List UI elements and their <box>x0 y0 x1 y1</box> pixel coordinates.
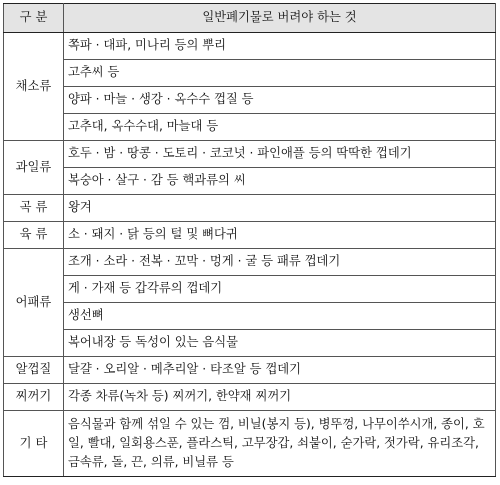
item-cell: 각종 차류(녹차 등) 찌꺼기, 한약재 찌꺼기 <box>64 384 496 411</box>
item-cell: 복숭아 · 살구 · 감 등 핵과류의 씨 <box>64 168 496 195</box>
table-row <box>4 195 496 222</box>
category-vegetables: 채소류 <box>4 33 64 141</box>
table-header-row <box>4 4 496 33</box>
table-row <box>4 141 496 168</box>
table-row <box>4 222 496 249</box>
table-row <box>4 357 496 384</box>
table-row <box>4 114 496 141</box>
item-cell: 고추대, 옥수수대, 마늘대 등 <box>64 114 496 141</box>
table-row <box>4 384 496 411</box>
header-category: 구 분 <box>4 4 64 33</box>
table-row <box>4 33 496 60</box>
item-cell: 달걀 · 오리알 · 메추리알 · 타조알 등 껍데기 <box>64 357 496 384</box>
item-cell: 고추씨 등 <box>64 60 496 87</box>
table-row <box>4 330 496 357</box>
category-fruits: 과일류 <box>4 141 64 195</box>
category-meat: 육 류 <box>4 222 64 249</box>
category-eggshells: 알껍질 <box>4 357 64 384</box>
category-seafood: 어패류 <box>4 249 64 357</box>
item-cell: 조개 · 소라 · 전복 · 꼬막 · 멍게 · 굴 등 패류 껍데기 <box>64 249 496 276</box>
table-row <box>4 60 496 87</box>
category-grains: 곡 류 <box>4 195 64 222</box>
general-waste-table <box>3 3 496 477</box>
item-cell: 양파 · 마늘 · 생강 · 옥수수 껍질 등 <box>64 87 496 114</box>
table-row <box>4 411 496 477</box>
table-row <box>4 249 496 276</box>
category-other: 기 타 <box>4 411 64 477</box>
item-cell: 소 · 돼지 · 닭 등의 털 및 뼈다귀 <box>64 222 496 249</box>
table-row <box>4 168 496 195</box>
item-cell: 게 · 가재 등 갑각류의 껍데기 <box>64 276 496 303</box>
item-cell: 호두 · 밤 · 땅콩 · 도토리 · 코코넛 · 파인애플 등의 딱딱한 껍데기 <box>64 141 496 168</box>
category-residue: 찌꺼기 <box>4 384 64 411</box>
item-cell: 왕겨 <box>64 195 496 222</box>
table-row <box>4 303 496 330</box>
table-row <box>4 276 496 303</box>
table-row <box>4 87 496 114</box>
item-cell: 음식물과 함께 섞일 수 있는 껌, 비닐(봉지 등), 병뚜껑, 나무이쑤시개, 종이, 호일, 빨대, 일회용스푼, 플라스틱, 고무장갑, 쇠붙이, 숟가락, 젓가락, 유리조각, 금속류, 돌, 끈, 의류, 비닐류 등 <box>64 411 496 477</box>
item-cell: 복어내장 등 독성이 있는 음식물 <box>64 330 496 357</box>
header-items: 일반폐기물로 버려야 하는 것 <box>64 4 496 33</box>
item-cell: 생선뼈 <box>64 303 496 330</box>
item-cell: 쪽파 · 대파, 미나리 등의 뿌리 <box>64 33 496 60</box>
